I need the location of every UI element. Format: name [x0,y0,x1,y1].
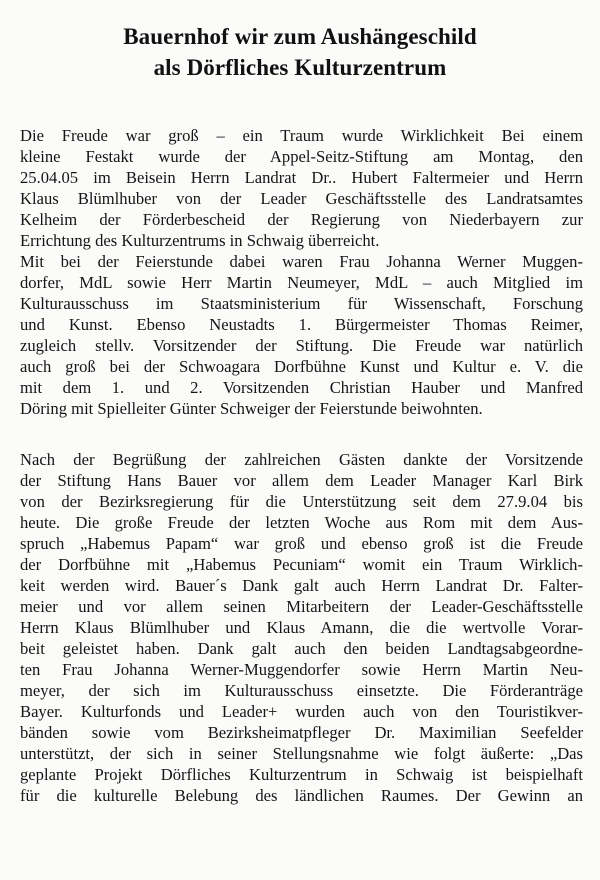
text-line: Döring mit Spielleiter Günter Schweiger der Feierstunde beiwohnten. [20,399,483,418]
text-line: spruch „Habemus Papam“ war groß und ebenso groß ist die Freude [20,534,583,553]
text-line: Kulturausschuss im Staatsministerium für Wissenschaft, Forschung [20,294,583,313]
text-line: meyer, der sich im Kulturausschuss einsetzte. Die Förderanträge [20,681,583,700]
text-line: der Dorfbühne mit „Habemus Pecuniam“ womit ein Traum Wirklich- [20,555,583,574]
text-line: ten Frau Johanna Werner-Muggendorfer sowie Herrn Martin Neu- [20,660,583,679]
text-line: Die Freude war groß – ein Traum wurde Wirklichkeit Bei einem [20,126,583,145]
text-line: geplante Projekt Dörfliches Kulturzentrum in Schwaig ist beispielhaft [20,765,583,784]
text-line: der Stiftung Hans Bauer vor allem dem Leader Manager Karl Birk [20,471,583,490]
text-line: bänden sowie vom Bezirksheimatpfleger Dr. Maximilian Seefelder [20,723,583,742]
text-line: Nach der Begrüßung der zahlreichen Gästen dankte der Vorsitzende [20,450,583,469]
text-line: 25.04.05 im Beisein Herrn Landrat Dr.. Hubert Faltermeier und Herrn [20,168,583,187]
article-title-line-2: als Dörfliches Kulturzentrum [153,55,447,80]
text-line: heute. Die große Freude der letzten Woche aus Rom mit dem Aus- [20,513,583,532]
article-title-line-1: Bauernhof wir zum Aushängeschild [123,24,477,49]
text-line: Errichtung des Kulturzentrums in Schwaig überreicht. [20,231,380,250]
text-line: zugleich stellv. Vorsitzender der Stiftung. Die Freude war natürlich [20,336,583,355]
text-line: von der Bezirksregierung für die Unterstützung seit dem 27.9.04 bis [20,492,583,511]
text-line: Bayer. Kulturfonds und Leader+ wurden auch von den Touristikver- [20,702,583,721]
text-line: Herrn Klaus Blümlhuber und Klaus Amann, die die wertvolle Vorar- [20,618,583,637]
text-line: Kelheim der Förderbescheid der Regierung von Niederbayern zur [20,210,583,229]
text-line: Mit bei der Feierstunde dabei waren Frau Johanna Werner Muggen- [20,252,583,271]
text-line: auch groß bei der Schwoagara Dorfbühne Kunst und Kultur e. V. die [20,357,583,376]
text-line: beit geleistet haben. Dank galt auch den beiden Landtagsabgeordne- [20,639,583,658]
text-line: kleine Festakt wurde der Appel-Seitz-Stiftung am Montag, den [20,147,583,166]
text-line: für die kulturelle Belebung des ländlichen Raumes. Der Gewinn an [20,786,583,805]
text-line: keit werden wird. Bauer´s Dank galt auch Herrn Landrat Dr. Falter- [20,576,583,595]
text-line: unterstützt, der sich in seiner Stellungsnahme wie folgt äußerte: „Das [20,744,583,763]
text-line: meier und vor allem seinen Mitarbeitern der Leader-Geschäftsstelle [20,597,583,616]
text-line: und Kunst. Ebenso Neustadts 1. Bürgermeister Thomas Reimer, [20,315,583,334]
text-line: mit dem 1. und 2. Vorsitzenden Christian Hauber und Manfred [20,378,583,397]
text-line: Klaus Blümlhuber von der Leader Geschäftsstelle des Landratsamtes [20,189,583,208]
text-line: dorfer, MdL sowie Herr Martin Neumeyer, MdL – auch Mitglied im [20,273,583,292]
